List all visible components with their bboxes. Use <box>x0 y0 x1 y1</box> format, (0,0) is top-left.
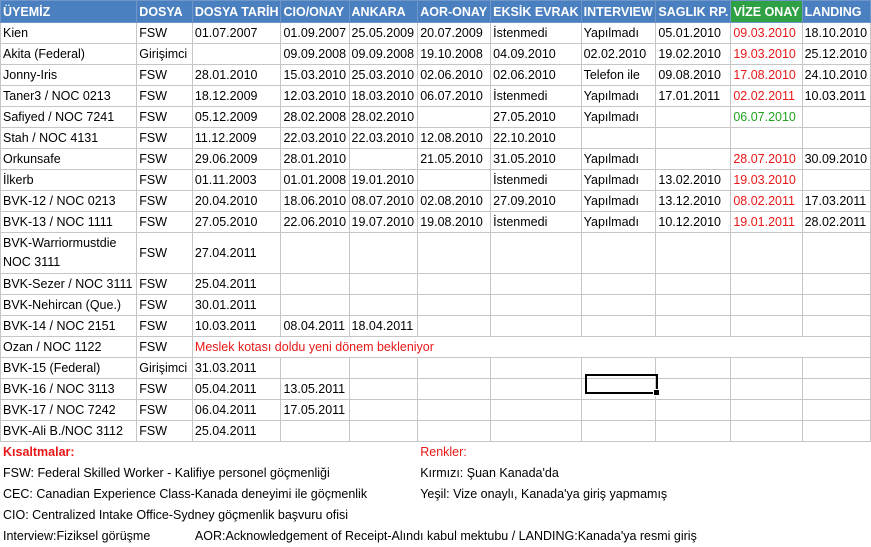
table-cell[interactable]: 19.08.2010 <box>418 212 491 233</box>
table-cell[interactable]: FSW <box>137 400 193 421</box>
table-cell[interactable]: BVK-17 / NOC 7242 <box>1 400 137 421</box>
table-cell[interactable]: 28.02.2010 <box>349 107 418 128</box>
table-cell[interactable]: 19.07.2010 <box>349 212 418 233</box>
table-cell[interactable] <box>802 316 870 337</box>
table-cell[interactable]: 02.08.2010 <box>418 191 491 212</box>
table-row <box>1 23 871 44</box>
table-cell[interactable]: 20.07.2009 <box>418 23 491 44</box>
table-cell[interactable] <box>802 379 870 400</box>
legend-cec[interactable]: CEC: Canadian Experience Class-Kanada deneyimi ile göçmenlik <box>3 487 368 501</box>
legend-row-interview <box>1 526 871 547</box>
table-cell[interactable]: Telefon ile <box>581 65 656 86</box>
table-cell[interactable]: 22.03.2010 <box>349 128 418 149</box>
table-row <box>1 274 871 295</box>
table-cell[interactable] <box>581 128 656 149</box>
table-cell[interactable]: FSW <box>137 316 193 337</box>
table-cell[interactable] <box>802 128 870 149</box>
table-cell[interactable] <box>581 295 656 316</box>
table-cell[interactable] <box>802 107 870 128</box>
table-cell[interactable]: 06.04.2011 <box>192 400 281 421</box>
table-cell[interactable] <box>802 400 870 421</box>
table-cell[interactable]: FSW <box>137 212 193 233</box>
table-cell[interactable] <box>418 358 491 379</box>
header-row <box>1 1 871 23</box>
table-cell[interactable] <box>656 358 731 379</box>
column-header[interactable]: CIO/ONAY <box>281 1 349 23</box>
table-cell[interactable] <box>491 316 581 337</box>
table-cell[interactable]: BVK-Warriormustdie NOC 3111 <box>1 233 137 274</box>
table-cell[interactable]: FSW <box>137 128 193 149</box>
table-cell[interactable]: 18.10.2010 <box>802 23 870 44</box>
table-cell[interactable]: 09.08.2010 <box>656 65 731 86</box>
table-cell[interactable]: FSW <box>137 379 193 400</box>
table-cell[interactable]: 19.10.2008 <box>418 44 491 65</box>
table-cell[interactable]: FSW <box>137 23 193 44</box>
table-cell[interactable] <box>418 274 491 295</box>
table-cell[interactable] <box>491 379 581 400</box>
table-cell[interactable]: 01.11.2003 <box>192 170 281 191</box>
table-cell[interactable] <box>731 316 802 337</box>
table-cell[interactable]: 31.05.2010 <box>491 149 581 170</box>
table-row <box>1 421 871 442</box>
table-cell[interactable]: Stah / NOC 4131 <box>1 128 137 149</box>
table-cell[interactable]: 13.12.2010 <box>656 191 731 212</box>
table-cell[interactable]: Girişimci <box>137 44 193 65</box>
table-cell[interactable]: BVK-Sezer / NOC 3111 <box>1 274 137 295</box>
table-cell[interactable]: 05.12.2009 <box>192 107 281 128</box>
table-cell[interactable]: 30.01.2011 <box>192 295 281 316</box>
column-header[interactable]: AOR-ONAY <box>418 1 491 23</box>
table-cell[interactable] <box>349 149 418 170</box>
table-cell[interactable]: 19.01.2011 <box>731 212 802 233</box>
table-cell[interactable]: 13.05.2011 <box>281 379 349 400</box>
table-cell[interactable]: 27.04.2011 <box>192 233 281 274</box>
table-cell[interactable]: 25.05.2009 <box>349 23 418 44</box>
table-cell[interactable] <box>418 421 491 442</box>
table-row <box>1 65 871 86</box>
table-cell[interactable] <box>491 421 581 442</box>
table-cell[interactable] <box>418 295 491 316</box>
table-cell[interactable]: FSW <box>137 86 193 107</box>
table-cell[interactable]: BVK-15 (Federal) <box>1 358 137 379</box>
table-cell[interactable]: 08.07.2010 <box>349 191 418 212</box>
table-row <box>1 358 871 379</box>
table-row <box>1 316 871 337</box>
table-cell[interactable] <box>418 400 491 421</box>
table-cell[interactable]: BVK-16 / NOC 3113 <box>1 379 137 400</box>
table-cell[interactable]: 18.03.2010 <box>349 86 418 107</box>
table-cell[interactable]: FSW <box>137 274 193 295</box>
table-cell[interactable] <box>491 400 581 421</box>
fill-handle[interactable] <box>653 389 660 396</box>
table-cell[interactable] <box>281 274 349 295</box>
table-cell[interactable]: 13.02.2010 <box>656 170 731 191</box>
table-cell[interactable]: 17.01.2011 <box>656 86 731 107</box>
table-cell[interactable]: 22.06.2010 <box>281 212 349 233</box>
table-cell[interactable]: 28.01.2010 <box>192 65 281 86</box>
legend-row-cec <box>1 484 871 505</box>
table-cell[interactable]: 09.03.2010 <box>731 23 802 44</box>
table-cell[interactable]: 08.04.2011 <box>281 316 349 337</box>
table-cell[interactable]: 31.03.2011 <box>192 358 281 379</box>
table-cell[interactable]: İstenmedi <box>491 170 581 191</box>
table-row <box>1 295 871 316</box>
table-cell[interactable]: 06.07.2010 <box>731 107 802 128</box>
table-cell[interactable] <box>491 358 581 379</box>
table-cell[interactable]: 22.10.2010 <box>491 128 581 149</box>
table-cell[interactable]: 19.02.2010 <box>656 44 731 65</box>
table-cell[interactable] <box>802 358 870 379</box>
table-cell[interactable]: Yapılmadı <box>581 191 656 212</box>
table-cell[interactable] <box>581 274 656 295</box>
table-cell[interactable]: 08.02.2011 <box>731 191 802 212</box>
table-cell[interactable]: 12.03.2010 <box>281 86 349 107</box>
table-cell[interactable] <box>281 233 349 274</box>
table-cell[interactable]: FSW <box>137 107 193 128</box>
table-cell[interactable]: FSW <box>137 191 193 212</box>
table-cell[interactable]: 19.03.2010 <box>731 170 802 191</box>
abbrev-title[interactable]: Kısaltmalar: <box>3 445 75 459</box>
table-cell[interactable] <box>731 295 802 316</box>
table-cell[interactable]: 06.07.2010 <box>418 86 491 107</box>
table-cell[interactable]: 01.09.2007 <box>281 23 349 44</box>
table-cell[interactable]: FSW <box>137 233 193 274</box>
legend-aor[interactable]: AOR:Acknowledgement of Receipt-Alındı kabul mektubu / LANDING:Kanada'ya resmi giriş <box>194 529 697 543</box>
table-cell[interactable] <box>418 379 491 400</box>
table-cell[interactable] <box>581 421 656 442</box>
table-cell[interactable] <box>581 400 656 421</box>
table-cell[interactable] <box>731 379 802 400</box>
table-cell[interactable] <box>349 400 418 421</box>
table-cell[interactable]: 28.01.2010 <box>281 149 349 170</box>
table-cell[interactable] <box>731 233 802 274</box>
legend-row-fsw <box>1 463 871 484</box>
table-cell[interactable]: 25.04.2011 <box>192 421 281 442</box>
table-cell[interactable]: BVK-13 / NOC 1111 <box>1 212 137 233</box>
table-row <box>1 44 871 65</box>
colors-title[interactable]: Renkler: <box>420 445 467 459</box>
table-cell[interactable]: 27.05.2010 <box>491 107 581 128</box>
table-cell[interactable]: FSW <box>137 295 193 316</box>
column-header[interactable]: DOSYA TARİH <box>192 1 281 23</box>
column-header[interactable]: INTERVIEW <box>581 1 656 23</box>
table-cell[interactable] <box>418 170 491 191</box>
table-cell[interactable]: BVK-12 / NOC 0213 <box>1 191 137 212</box>
table-cell[interactable] <box>281 421 349 442</box>
table-cell[interactable]: 02.06.2010 <box>491 65 581 86</box>
table-cell[interactable]: Safiyed / NOC 7241 <box>1 107 137 128</box>
table-cell[interactable]: 17.08.2010 <box>731 65 802 86</box>
table-cell[interactable]: Taner3 / NOC 0213 <box>1 86 137 107</box>
table-cell[interactable] <box>491 295 581 316</box>
column-header[interactable]: DOSYA <box>137 1 193 23</box>
table-cell[interactable]: 11.12.2009 <box>192 128 281 149</box>
table-cell[interactable] <box>731 421 802 442</box>
table-cell[interactable]: Girişimci <box>137 358 193 379</box>
table-cell[interactable]: FSW <box>137 149 193 170</box>
table-cell[interactable]: BVK-14 / NOC 2151 <box>1 316 137 337</box>
table-cell[interactable]: Ozan / NOC 1122 <box>1 337 137 358</box>
table-cell[interactable]: 04.09.2010 <box>491 44 581 65</box>
selected-cell-cursor[interactable] <box>585 374 658 394</box>
table-cell[interactable] <box>802 421 870 442</box>
table-cell[interactable]: 20.04.2010 <box>192 191 281 212</box>
table-row <box>1 400 871 421</box>
table-cell[interactable]: 19.01.2010 <box>349 170 418 191</box>
table-cell[interactable]: 01.01.2008 <box>281 170 349 191</box>
table-cell[interactable] <box>581 233 656 274</box>
table-cell[interactable]: 25.04.2011 <box>192 274 281 295</box>
table-row <box>1 149 871 170</box>
column-header[interactable]: ÜYEMİZ <box>1 1 137 23</box>
table-cell[interactable]: 24.10.2010 <box>802 65 870 86</box>
table-cell[interactable]: 22.03.2010 <box>281 128 349 149</box>
column-header[interactable]: ANKARA <box>349 1 418 23</box>
table-cell[interactable]: 29.06.2009 <box>192 149 281 170</box>
table-cell[interactable]: BVK-Nehircan (Que.) <box>1 295 137 316</box>
table-row <box>1 170 871 191</box>
table-cell[interactable] <box>281 295 349 316</box>
table-cell[interactable]: 18.04.2011 <box>349 316 418 337</box>
table-cell[interactable]: FSW <box>137 421 193 442</box>
table-cell[interactable] <box>802 170 870 191</box>
legend-cio[interactable]: CIO: Centralized Intake Office-Sydney göçmenlik başvuru ofisi <box>3 508 349 522</box>
table-cell[interactable] <box>418 316 491 337</box>
table-cell[interactable]: Yapılmadı <box>581 170 656 191</box>
table-cell[interactable] <box>731 274 802 295</box>
table-cell[interactable]: 18.06.2010 <box>281 191 349 212</box>
table-cell[interactable]: 02.02.2010 <box>581 44 656 65</box>
table-cell[interactable]: 21.05.2010 <box>418 149 491 170</box>
table-cell[interactable] <box>491 274 581 295</box>
table-cell[interactable]: İstenmedi <box>491 86 581 107</box>
table-cell[interactable] <box>656 107 731 128</box>
table-cell[interactable] <box>731 400 802 421</box>
table-cell[interactable]: Yapılmadı <box>581 86 656 107</box>
table-cell[interactable]: 28.02.2008 <box>281 107 349 128</box>
column-header[interactable]: EKSİK EVRAK <box>491 1 581 23</box>
table-cell[interactable]: FSW <box>137 337 193 358</box>
table-cell[interactable]: FSW <box>137 65 193 86</box>
legend-red[interactable]: Kırmızı: Şuan Kanada'da <box>420 466 559 480</box>
table-cell[interactable]: 27.09.2010 <box>491 191 581 212</box>
table-cell[interactable] <box>731 128 802 149</box>
table-cell[interactable]: 10.12.2010 <box>656 212 731 233</box>
table-cell[interactable]: İstenmedi <box>491 23 581 44</box>
table-cell[interactable]: 27.05.2010 <box>192 212 281 233</box>
table-cell[interactable]: 09.09.2008 <box>281 44 349 65</box>
table-cell[interactable] <box>192 44 281 65</box>
table-cell[interactable]: 19.03.2010 <box>731 44 802 65</box>
table-cell[interactable]: 25.03.2010 <box>349 65 418 86</box>
table-cell[interactable]: 18.12.2009 <box>192 86 281 107</box>
table-cell[interactable]: BVK-Ali B./NOC 3112 <box>1 421 137 442</box>
legend-row-cio <box>1 505 871 526</box>
legend-green[interactable]: Yeşil: Vize onaylı, Kanada'ya giriş yapmamış <box>420 487 668 501</box>
table-cell[interactable] <box>656 295 731 316</box>
table-cell[interactable]: 02.06.2010 <box>418 65 491 86</box>
table-cell[interactable] <box>656 233 731 274</box>
table-cell[interactable] <box>802 274 870 295</box>
legend-row-titles <box>1 442 871 463</box>
table-cell[interactable]: 15.03.2010 <box>281 65 349 86</box>
table-cell[interactable] <box>349 358 418 379</box>
table-cell[interactable]: 25.12.2010 <box>802 44 870 65</box>
table-row <box>1 86 871 107</box>
table-cell[interactable] <box>802 295 870 316</box>
table-cell[interactable] <box>656 128 731 149</box>
table-cell[interactable]: FSW <box>137 170 193 191</box>
table-row <box>1 337 871 358</box>
legend-fsw[interactable]: FSW: Federal Skilled Worker - Kalifiye personel göçmenliği <box>3 466 330 480</box>
table-cell[interactable] <box>349 379 418 400</box>
table-cell[interactable]: 09.09.2008 <box>349 44 418 65</box>
table-row <box>1 212 871 233</box>
legend-interview[interactable]: Interview:Fiziksel görüşme <box>3 529 151 543</box>
table-cell[interactable] <box>656 421 731 442</box>
table-cell[interactable] <box>656 316 731 337</box>
table-cell[interactable]: 02.02.2011 <box>731 86 802 107</box>
table-cell[interactable] <box>418 233 491 274</box>
table-cell[interactable]: Jonny-Iris <box>1 65 137 86</box>
table-cell[interactable]: 05.01.2010 <box>656 23 731 44</box>
table-cell[interactable] <box>349 421 418 442</box>
table-cell[interactable]: 28.07.2010 <box>731 149 802 170</box>
table-cell[interactable]: Kien <box>1 23 137 44</box>
table-cell[interactable]: Akita (Federal) <box>1 44 137 65</box>
table-cell[interactable]: 17.05.2011 <box>281 400 349 421</box>
table-cell[interactable] <box>656 379 731 400</box>
table-cell[interactable] <box>581 316 656 337</box>
table-cell[interactable]: 28.02.2011 <box>802 212 870 233</box>
table-cell[interactable]: 10.03.2011 <box>192 316 281 337</box>
table-cell[interactable]: Yapılmadı <box>581 149 656 170</box>
table-cell[interactable]: İstenmedi <box>491 212 581 233</box>
table-cell[interactable]: Yapılmadı <box>581 107 656 128</box>
column-header[interactable]: LANDING <box>802 1 870 23</box>
table-cell[interactable] <box>491 233 581 274</box>
table-cell[interactable] <box>418 107 491 128</box>
table-cell[interactable]: 05.04.2011 <box>192 379 281 400</box>
table-cell[interactable] <box>349 233 418 274</box>
table-cell[interactable] <box>656 274 731 295</box>
table-row <box>1 191 871 212</box>
table-cell[interactable]: İlkerb <box>1 170 137 191</box>
table-cell[interactable]: Orkunsafe <box>1 149 137 170</box>
table-cell[interactable] <box>656 149 731 170</box>
column-header[interactable]: SAGLIK RP. <box>656 1 731 23</box>
table-row <box>1 233 871 274</box>
table-cell[interactable]: 17.03.2011 <box>802 191 870 212</box>
table-cell[interactable] <box>802 233 870 274</box>
table-cell[interactable]: Yapılmadı <box>581 23 656 44</box>
table-row <box>1 107 871 128</box>
table-cell[interactable] <box>656 400 731 421</box>
table-cell[interactable] <box>349 274 418 295</box>
table-cell[interactable]: 01.07.2007 <box>192 23 281 44</box>
table-cell[interactable] <box>281 358 349 379</box>
table-cell[interactable]: 12.08.2010 <box>418 128 491 149</box>
table-cell[interactable]: 10.03.2011 <box>802 86 870 107</box>
table-cell[interactable]: 30.09.2010 <box>802 149 870 170</box>
table-cell[interactable] <box>731 358 802 379</box>
table-cell[interactable] <box>349 295 418 316</box>
table-row <box>1 379 871 400</box>
column-header[interactable]: VİZE ONAY <box>731 1 802 23</box>
table-cell[interactable]: Yapılmadı <box>581 212 656 233</box>
row-note[interactable]: Meslek kotası doldu yeni dönem bekleniyor <box>192 337 870 358</box>
table-row <box>1 128 871 149</box>
